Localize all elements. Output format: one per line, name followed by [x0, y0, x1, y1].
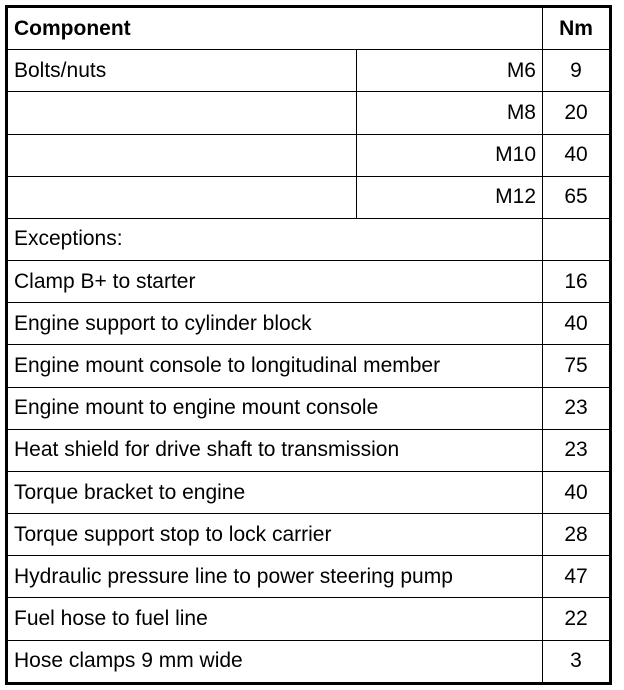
table-row [7, 92, 611, 134]
table-row [7, 640, 611, 683]
torque-value: 23 [543, 387, 611, 429]
empty-cell [7, 176, 357, 218]
bolt-size: M6 [357, 50, 543, 92]
table-row [7, 598, 611, 640]
exception-component: Torque support stop to lock carrier [7, 514, 543, 556]
table-row [7, 471, 611, 513]
torque-value: 40 [543, 134, 611, 176]
table-header-row [7, 7, 611, 50]
nm-header: Nm [543, 7, 611, 50]
empty-cell [7, 134, 357, 176]
empty-cell [543, 218, 611, 260]
table-row [7, 514, 611, 556]
torque-value: 65 [543, 176, 611, 218]
torque-value: 23 [543, 429, 611, 471]
empty-cell [7, 92, 357, 134]
exception-component: Engine mount console to longitudinal member [7, 345, 543, 387]
torque-value: 22 [543, 598, 611, 640]
table-row [7, 429, 611, 471]
component-header: Component [7, 7, 543, 50]
torque-value: 40 [543, 303, 611, 345]
torque-value: 9 [543, 50, 611, 92]
bolts-label: Bolts/nuts [7, 50, 357, 92]
table-row [7, 261, 611, 303]
torque-value: 28 [543, 514, 611, 556]
torque-spec-table [5, 5, 612, 685]
table-row [7, 134, 611, 176]
table-row [7, 176, 611, 218]
exception-component: Torque bracket to engine [7, 471, 543, 513]
torque-value: 47 [543, 556, 611, 598]
exceptions-label: Exceptions: [7, 218, 543, 260]
exception-component: Clamp B+ to starter [7, 261, 543, 303]
bolt-size: M8 [357, 92, 543, 134]
exception-component: Fuel hose to fuel line [7, 598, 543, 640]
exception-component: Engine support to cylinder block [7, 303, 543, 345]
torque-value: 3 [543, 640, 611, 683]
torque-value: 20 [543, 92, 611, 134]
table-row [7, 345, 611, 387]
exception-component: Engine mount to engine mount console [7, 387, 543, 429]
torque-value: 40 [543, 471, 611, 513]
table-row [7, 50, 611, 92]
table-row [7, 556, 611, 598]
exception-component: Hydraulic pressure line to power steering pump [7, 556, 543, 598]
exception-component: Hose clamps 9 mm wide [7, 640, 543, 683]
table-row [7, 387, 611, 429]
torque-value: 75 [543, 345, 611, 387]
exceptions-row [7, 218, 611, 260]
bolt-size: M12 [357, 176, 543, 218]
exception-component: Heat shield for drive shaft to transmission [7, 429, 543, 471]
bolt-size: M10 [357, 134, 543, 176]
torque-value: 16 [543, 261, 611, 303]
table-row [7, 303, 611, 345]
